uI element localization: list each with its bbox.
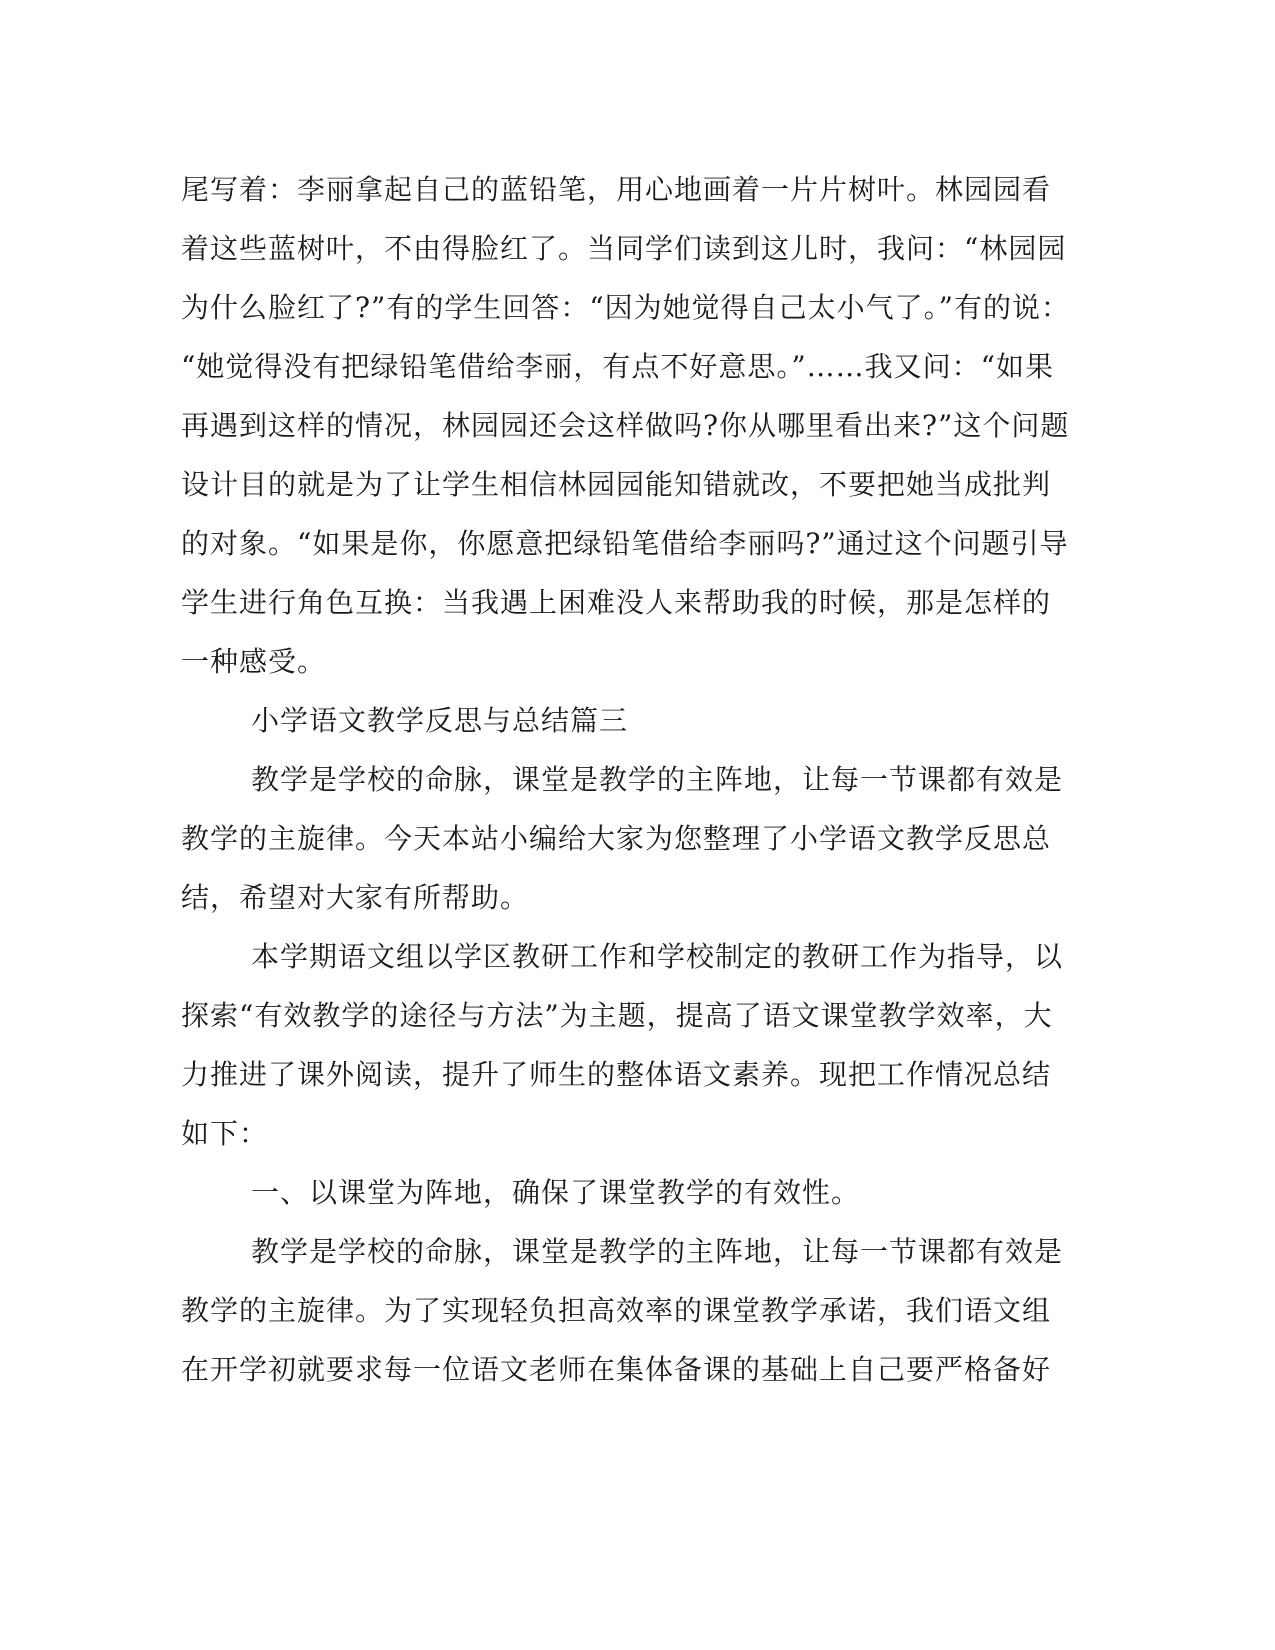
text-line: 如下： <box>181 1117 269 1150</box>
text-line: 设计目的就是为了让学生相信林园园能知错就改，不要把她当成批判 <box>181 468 1052 501</box>
text-line: 学生进行角色互换：当我遇上困难没人来帮助我的时候，那是怎样的 <box>181 586 1052 619</box>
paragraph-classroom <box>181 1222 1064 1399</box>
paragraph-intro <box>181 750 1064 927</box>
text-line: 尾写着：李丽拿起自己的蓝铅笔，用心地画着一片片树叶。林园园看 <box>181 173 1052 206</box>
text-line: 教学的主旋律。为了实现轻负担高效率的课堂教学承诺，我们语文组 <box>181 1294 1052 1327</box>
text-line: 在开学初就要求每一位语文老师在集体备课的基础上自己要严格备好 <box>181 1353 1052 1386</box>
section-heading <box>181 691 1031 750</box>
text-line: “她觉得没有把绿铅笔借给李丽，有点不好意思。”……我又问：“如果 <box>181 350 1054 383</box>
text-line: 再遇到这样的情况，林园园还会这样做吗?你从哪里看出来?”这个问题 <box>181 409 1070 442</box>
subheading-one <box>181 1163 1031 1222</box>
text-line: 本学期语文组以学区教研工作和学校制定的教研工作为指导，以 <box>251 940 1064 973</box>
text-line: 结，希望对大家有所帮助。 <box>181 881 530 914</box>
text-line: 为什么脸红了?”有的学生回答：“因为她觉得自己太小气了。”有的说： <box>181 291 1070 324</box>
text-line: 力推进了课外阅读，提升了师生的整体语文素养。现把工作情况总结 <box>181 1058 1052 1091</box>
text-line: 教学是学校的命脉，课堂是教学的主阵地，让每一节课都有效是 <box>251 763 1064 796</box>
heading-line: 小学语文教学反思与总结篇三 <box>251 704 629 737</box>
document-page <box>181 160 1070 1399</box>
paragraph-semester-summary <box>181 927 1064 1163</box>
text-line: 教学是学校的命脉，课堂是教学的主阵地，让每一节课都有效是 <box>251 1235 1064 1268</box>
text-line: 着这些蓝树叶，不由得脸红了。当同学们读到这儿时，我问：“林园园 <box>181 232 1067 265</box>
text-line: 一、以课堂为阵地，确保了课堂教学的有效性。 <box>251 1176 861 1209</box>
text-line: 教学的主旋律。今天本站小编给大家为您整理了小学语文教学反思总 <box>181 822 1052 855</box>
text-line: 探索“有效教学的途径与方法”为主题，提高了语文课堂教学效率，大 <box>181 999 1053 1032</box>
text-line: 的对象。“如果是你，你愿意把绿铅笔借给李丽吗?”通过这个问题引导 <box>181 527 1069 560</box>
paragraph-story-discussion <box>181 160 1070 691</box>
text-line: 一种感受。 <box>181 645 327 678</box>
